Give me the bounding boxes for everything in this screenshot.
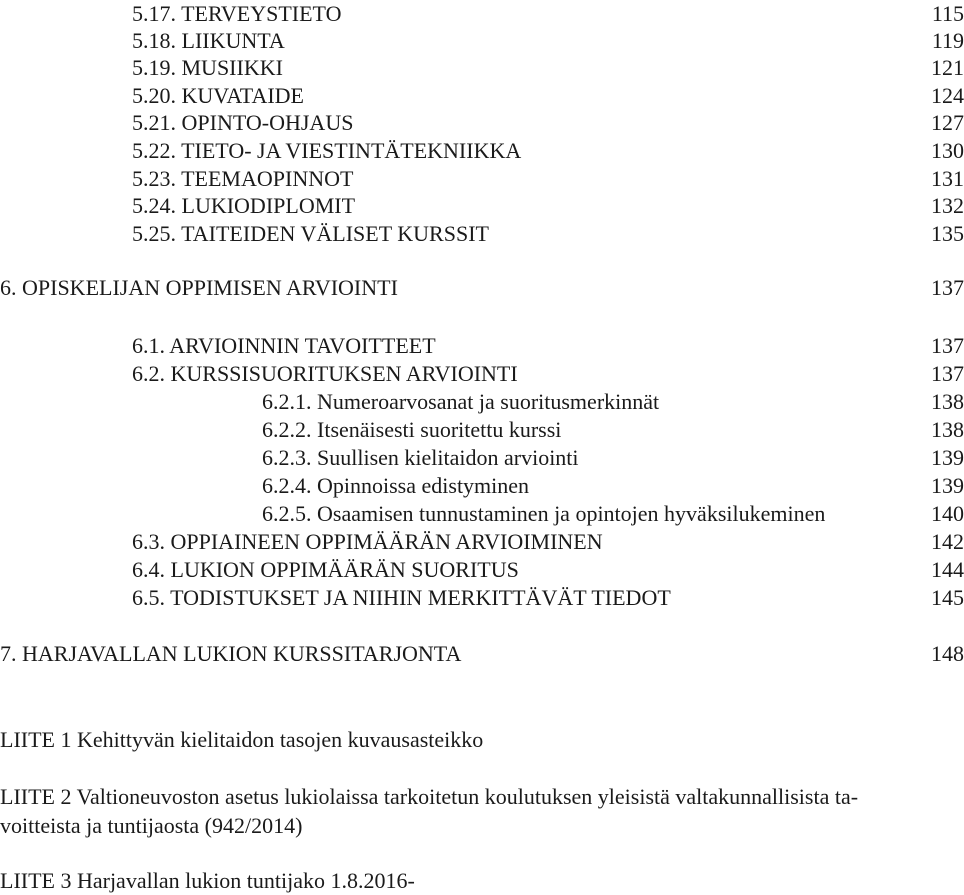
appendix-2[interactable] [0, 783, 964, 811]
toc-entry-page: 131 [931, 166, 964, 191]
toc-entry-title: 5.24. LUKIODIPLOMIT [132, 193, 356, 218]
appendix-2-continued [0, 812, 964, 840]
toc-entry-6-1[interactable] [132, 332, 964, 360]
toc-entry-page: 124 [931, 83, 964, 108]
appendix-1-title: LIITE 1 Kehittyvän kielitaidon tasojen kuvausasteikko [0, 727, 484, 752]
toc-entry-title: 5.21. OPINTO-OHJAUS [132, 110, 354, 135]
toc-entry-title: 7. HARJAVALLAN LUKION KURSSITARJONTA [0, 641, 462, 666]
toc-entry-title: 5.23. TEEMAOPINNOT [132, 166, 354, 191]
toc-entry-page: 135 [931, 221, 964, 246]
toc-entry-page: 119 [931, 28, 964, 53]
toc-entry-page: 138 [931, 417, 964, 442]
toc-entry-6[interactable] [0, 274, 964, 302]
toc-entry-6-2-3[interactable] [262, 444, 964, 472]
toc-entry-title: 6.2. KURSSISUORITUKSEN ARVIOINTI [132, 361, 518, 386]
toc-entry-title: 5.22. TIETO- JA VIESTINTÄTEKNIIKKA [132, 138, 522, 163]
toc-entry-page: 145 [931, 585, 964, 610]
toc-entry-title: 6.3. OPPIAINEEN OPPIMÄÄRÄN ARVIOIMINEN [132, 529, 603, 554]
toc-entry-6-2[interactable] [132, 360, 964, 388]
toc-entry-page: 132 [931, 193, 964, 218]
toc-entry-5-18[interactable] [132, 27, 964, 55]
toc-entry-5-20[interactable] [132, 82, 964, 110]
toc-entry-7[interactable] [0, 640, 964, 668]
toc-entry-title: 6.2.1. Numeroarvosanat ja suoritusmerkinnät [262, 389, 660, 414]
toc-entry-page: 127 [931, 110, 964, 135]
toc-entry-page: 138 [931, 389, 964, 414]
toc-entry-title: 6.2.5. Osaamisen tunnustaminen ja opintojen hyväksilukeminen [262, 501, 826, 526]
toc-entry-page: 139 [931, 445, 964, 470]
toc-entry-title: 6. OPISKELIJAN OPPIMISEN ARVIOINTI [0, 275, 398, 300]
toc-entry-title: 6.2.2. Itsenäisesti suoritettu kurssi [262, 417, 562, 442]
appendix-3-title: LIITE 3 Harjavallan lukion tuntijako 1.8.2016- [0, 868, 415, 893]
toc-entry-title: 6.5. TODISTUKSET JA NIIHIN MERKITTÄVÄT TIEDOT [132, 585, 671, 610]
toc-entry-title: 5.19. MUSIIKKI [132, 55, 283, 80]
toc-entry-6-2-4[interactable] [262, 472, 964, 500]
toc-entry-page: 137 [931, 361, 964, 386]
toc-entry-title: 6.1. ARVIOINNIN TAVOITTEET [132, 333, 436, 358]
toc-entry-page: 142 [931, 529, 964, 554]
toc-entry-5-21[interactable] [132, 109, 964, 137]
toc-entry-5-19[interactable] [132, 54, 964, 82]
toc-entry-page: 115 [931, 1, 964, 26]
toc-entry-page: 130 [931, 138, 964, 163]
toc-entry-title: 6.2.4. Opinnoissa edistyminen [262, 473, 530, 498]
toc-entry-6-4[interactable] [132, 556, 964, 584]
toc-entry-title: 5.25. TAITEIDEN VÄLISET KURSSIT [132, 221, 489, 246]
toc-entry-title: 6.2.3. Suullisen kielitaidon arviointi [262, 445, 579, 470]
toc-entry-title: 5.18. LIIKUNTA [132, 28, 285, 53]
toc-entry-title: 6.4. LUKION OPPIMÄÄRÄN SUORITUS [132, 557, 519, 582]
toc-entry-page: 140 [931, 501, 964, 526]
appendix-3[interactable] [0, 867, 964, 895]
toc-entry-6-3[interactable] [132, 528, 964, 556]
toc-entry-page: 137 [931, 333, 964, 358]
toc-entry-5-17[interactable] [132, 0, 964, 28]
appendix-1[interactable] [0, 726, 964, 754]
toc-entry-title: 5.17. TERVEYSTIETO [132, 1, 342, 26]
toc-entry-5-25[interactable] [132, 220, 964, 248]
toc-entry-6-5[interactable] [132, 584, 964, 612]
toc-entry-page: 148 [931, 641, 964, 666]
appendix-2-title-line1: LIITE 2 Valtioneuvoston asetus lukiolaissa tarkoitetun koulutuksen yleisistä valtakunnallisista ta- [0, 784, 859, 809]
appendix-2-title-line2: voitteista ja tuntijaosta (942/2014) [0, 813, 303, 838]
toc-entry-5-24[interactable] [132, 192, 964, 220]
toc-entry-page: 144 [931, 557, 964, 582]
toc-entry-6-2-2[interactable] [262, 416, 964, 444]
toc-entry-page: 139 [931, 473, 964, 498]
toc-entry-title: 5.20. KUVATAIDE [132, 83, 304, 108]
toc-entry-5-22[interactable] [132, 137, 964, 165]
toc-entry-page: 121 [931, 55, 964, 80]
toc-entry-6-2-5[interactable] [262, 500, 964, 528]
toc-entry-6-2-1[interactable] [262, 388, 964, 416]
toc-entry-page: 137 [931, 275, 964, 300]
toc-entry-5-23[interactable] [132, 165, 964, 193]
